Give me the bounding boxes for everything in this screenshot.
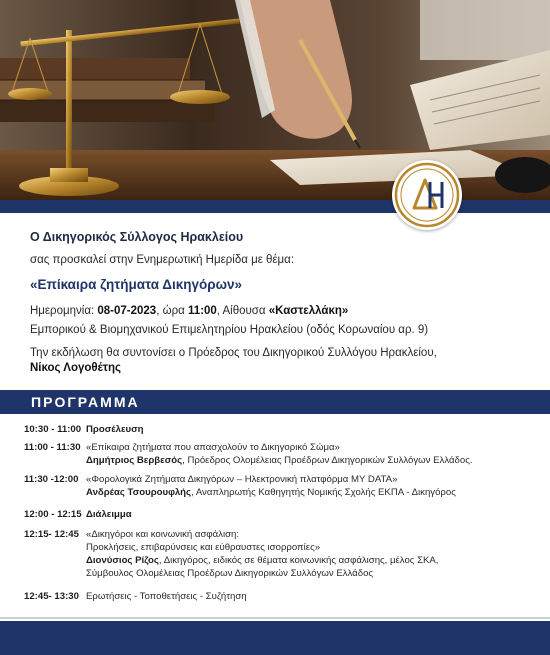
program-speaker-line bbox=[86, 554, 536, 567]
speaker-description-continued: Σύμβουλος Ολομέλειας Προέδρων Δικηγορικών Συλλόγων Ελλάδος bbox=[86, 568, 374, 579]
event-hall: «Καστελλάκη» bbox=[268, 304, 349, 317]
program-heading-band bbox=[0, 390, 550, 414]
event-date-line bbox=[30, 304, 530, 320]
speaker-description: , Δικηγόρος, ειδικός σε θέματα κοινωνικής ασφάλισης, μέλος ΣΚΑ, bbox=[158, 555, 439, 566]
date-label: Ημερομηνία: bbox=[30, 304, 98, 317]
invitation-text bbox=[30, 229, 530, 377]
speaker-name: Δημήτριος Βερβεσός bbox=[86, 455, 183, 466]
organization-name: Ο Δικηγορικός Σύλλογος Ηρακλείου bbox=[30, 230, 244, 244]
program-item: Διάλειμμα bbox=[86, 509, 132, 520]
bar-association-seal-icon bbox=[392, 160, 462, 230]
event-time: 11:00 bbox=[187, 304, 217, 317]
event-date: 08-07-2023 bbox=[97, 304, 157, 317]
program-time: 11:30 -12:00 bbox=[24, 474, 79, 485]
speaker-description: , Αναπληρωτής Καθηγητής Νομικής Σχολής ΕΚΠΑ - Δικηγόρος bbox=[191, 487, 456, 498]
president-name: Νίκος Λογοθέτης bbox=[30, 362, 121, 375]
header-divider-band bbox=[0, 200, 550, 213]
program-item: «Δικηγόροι και κοινωνική ασφάλιση: bbox=[86, 529, 239, 540]
speaker-name: Ανδρέας Τσουρουφλής bbox=[86, 487, 192, 498]
hero-illustration bbox=[0, 0, 550, 200]
program-time: 12:00 - 12:15 bbox=[24, 509, 82, 520]
program-time: 12:45- 13:30 bbox=[24, 591, 79, 602]
program-time: 10:30 - 11:00 bbox=[24, 424, 82, 435]
event-venue: Εμπορικού & Βιομηχανικού Επιμελητηρίου Ηρακλείου (οδός Κορωναίου αρ. 9) bbox=[30, 324, 429, 337]
speaker-description: , Πρόεδρος Ολομέλειας Προέδρων Δικηγορικών Συλλόγων Ελλάδος. bbox=[182, 455, 473, 466]
invitation-line: σας προσκαλεί στην Ενημερωτική Ημερίδα με θέμα: bbox=[30, 253, 295, 266]
program-item: «Επίκαιρα ζητήματα που απασχολούν το Δικηγορικό Σώμα» bbox=[86, 442, 340, 453]
program-item: Προσέλευση bbox=[86, 424, 144, 435]
program-speaker-line bbox=[86, 486, 536, 499]
footer-rule bbox=[0, 617, 550, 619]
program-item: «Φορολογικά Ζητήματα Δικηγόρων – Ηλεκτρονική πλατφόρμα MY DATA» bbox=[86, 474, 398, 485]
program-heading: ΠΡΟΓΡΑΜΜΑ bbox=[31, 394, 140, 410]
speaker-name: Διονύσιος Ρίζος bbox=[86, 555, 159, 566]
time-label: , ώρα bbox=[156, 304, 188, 317]
hall-label: , Αίθουσα bbox=[216, 304, 269, 317]
coordinator-text: Την εκδήλωση θα συντονίσει ο Πρόεδρος του Δικηγορικού Συλλόγου Ηρακλείου, bbox=[30, 346, 437, 359]
hero-photo bbox=[0, 0, 550, 200]
program-speaker-line bbox=[86, 454, 536, 467]
program-time: 11:00 - 11:30 bbox=[24, 442, 81, 453]
program-time: 12:15- 12:45 bbox=[24, 529, 79, 540]
program-item: Ερωτήσεις - Τοποθετήσεις - Συζήτηση bbox=[86, 591, 247, 602]
footer-band bbox=[0, 621, 550, 655]
event-title: «Επίκαιρα ζητήματα Δικηγόρων» bbox=[30, 277, 243, 293]
program-item-continued: Προκλήσεις, επιβαρύνσεις και εύθραυστες ισορροπίες» bbox=[86, 542, 321, 553]
